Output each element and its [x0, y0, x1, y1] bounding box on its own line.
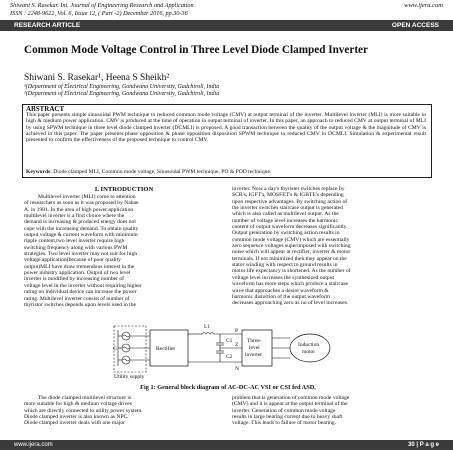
label-rectifier: Rectifier: [156, 346, 176, 352]
intro-column-2: [232, 186, 432, 307]
text-line: common mode voltage (CMV) which are essentially: [232, 236, 350, 243]
text-line: results in large bearing current due to heavy shaft: [232, 414, 343, 421]
abstract-text: This paper presents simple sinusoidal PWM technique to reduced common mode voltage (CMV) at output terminal of the inverter. Multilevel inverter (MLI) is more suitable in high & medium power application. CMV is produced at the time of operation in output terminal of inverter. In this paper, an approach to reduced CMV at output terminal of MLI by using SPWM technique in three level diode clamped inverter (DCMLI) is proposed. A good transaction between the quality of the output voltage & the magnitude of CMV is achieved in this paper. The paper presents phase opposition & phase opposition disposition SPWM technique to reduced CMV in DCMLI. Simulation & experimental result presented to confirm the effectiveness of the proposed technique to control CMV.: [26, 112, 426, 144]
text-line: which are directly connected to utility power system.: [24, 407, 143, 414]
text-line: upon respective advantages. By switching action of: [232, 198, 348, 205]
text-line: A. in 1981. In the area of high power application: [24, 206, 134, 213]
text-line: The diode clamped multilevel structure is: [38, 395, 132, 401]
label-c2: C2: [226, 354, 233, 360]
utility-supply-sources: [114, 326, 150, 372]
label-l1: L1: [204, 324, 211, 330]
affiliation-2: ²(Department of Electrical Engineering, Gondwana University, Gadchiroli, India: [24, 91, 220, 97]
text-line: inverter. Now a day's thyrister switches replace by: [232, 186, 345, 192]
text-line: of researchers as soon as it was proposed by Nabae: [24, 200, 139, 207]
text-line: the inverter switches staircase output is generated: [232, 205, 343, 212]
text-line: terminals. If not minimized then they appear on the: [232, 255, 347, 262]
induction-motor: [290, 334, 330, 362]
abstract-heading: ABSTRACT: [26, 105, 65, 113]
label-utility-supply: Utility supply: [114, 374, 145, 380]
text-line: inverter is modified by increasing number of: [24, 276, 125, 283]
label-motor: motor: [302, 349, 316, 355]
text-line: output)MLI have draw tremendous interest in the: [24, 263, 135, 270]
text-line: strategies. Two level inverter may not suit for high: [24, 251, 138, 258]
label-g: G: [113, 346, 117, 352]
label-inverter: inverter: [245, 352, 263, 358]
text-line: power industry application. Output of two level: [24, 270, 131, 277]
citation-line-2: ISSN : 2248-9622, Vol. 6, Issue 12, ( Part -2) December 2016, pp.30-36: [10, 9, 188, 17]
text-line: (CMV) and it is appear at the output terminal of the: [232, 401, 348, 408]
keywords-label: Keywords: [26, 169, 51, 175]
text-line: which is also called as multilevel output. As the: [232, 211, 339, 218]
text-line: wave that approaches a desire waveform &: [232, 287, 329, 294]
text-line: rating. Multilevel inverter consist of number of: [24, 295, 130, 302]
label-z: Z: [235, 342, 239, 348]
banner-right: OPEN ACCESS: [391, 22, 439, 29]
citation-line-1: Shiwani S. Rasekar. Int. Journal of Engineering Research and Application: [10, 2, 194, 9]
text-line: cope with the increasing demand. To obtain quality: [24, 225, 139, 232]
text-line: output voltage & current waveform with minimum: [24, 232, 138, 239]
text-line: number of voltage level increases the harmonic: [232, 217, 338, 224]
header-url[interactable]: www.ijera.com: [404, 2, 443, 9]
label-induction: Induction: [298, 342, 320, 348]
text-line: voltage level increases the synthesized output: [232, 274, 335, 281]
text-line: Diode clamped inverter is also known as NPC.: [24, 414, 129, 421]
text-line: waveform has more steps which produce a staircase: [232, 281, 349, 288]
text-line: switching frequency along with various PWM: [24, 244, 128, 251]
text-line: rating on individual device can increase the power: [24, 289, 137, 296]
label-three: Three-: [247, 338, 262, 344]
keywords-text: : Diode clamped MLI, Common mode voltage, Sinusoidal PWM technique, PO & POD technique.: [50, 169, 272, 175]
text-line: noise which will appear at rectifier, inverter & motor: [232, 249, 351, 256]
text-line: content of output waveform decreases significantly.: [232, 224, 348, 231]
text-line: problem that is generation of common mode voltage: [232, 395, 350, 401]
text-line: inverter. Generation of common mode voltage: [232, 407, 336, 414]
footer-url[interactable]: www.ijera.com: [14, 442, 53, 448]
lower-column-2: [232, 395, 432, 427]
authors: Shiwani S. Rasekar¹, Heena S Sheikh²: [24, 73, 170, 83]
text-line: more suitable for high & medium voltage drives: [24, 401, 132, 408]
text-line: SCR's, IGFT's, MOSFET's & IGBTE's depending: [232, 192, 344, 199]
label-c1: C1: [226, 338, 233, 344]
text-line: stator winding with respect to ground results in: [232, 262, 338, 269]
affiliation-1: ¹(Department of Electrical Engineering, Gondwana University, Gadchiroli, India: [24, 84, 220, 90]
output-lines: [272, 338, 290, 358]
text-line: decreases approaching zero as no of level increases.: [232, 300, 349, 307]
paper-title: Common Mode Voltage Control in Three Level Diode Clamped Inverter: [24, 44, 368, 56]
label-level: level: [249, 345, 260, 351]
label-p: P: [235, 328, 239, 334]
text-line: harmonic distortion of the output waveform: [232, 293, 331, 300]
text-line: multilevel inverter is a first choice where the: [24, 213, 125, 220]
page-footer: [0, 440, 453, 450]
text-line: demand is increasing & produced energy does not: [24, 219, 136, 226]
text-line: zero sequence voltages superimposed with switching: [232, 243, 351, 250]
text-line: voltage application(because of poor quality: [24, 257, 121, 264]
text-line: Diode clamped inverter deals with one major: [24, 420, 125, 427]
label-n: N: [235, 366, 239, 372]
text-line: thyristor switches depends upon levels used in the: [24, 301, 137, 308]
figure-caption: Fig 1: General block diagram of AC-DC-AC VSI or CSI fed ASD.: [140, 384, 316, 391]
journal-citation: [10, 2, 310, 17]
affiliations: [24, 84, 434, 98]
text-line: motor life expectancy is shortened. As the number of: [232, 268, 351, 275]
text-line: Output generation by switching action results in: [232, 230, 340, 237]
banner-left: RESEARCH ARTICLE: [14, 22, 81, 29]
keywords: [26, 169, 426, 175]
section-heading-introduction: I. INTRODUCTION: [94, 186, 154, 193]
footer-page-number: 30 | P a g e: [408, 442, 439, 448]
text-line: Multilevel inverter (MLI) come to attention: [38, 194, 136, 200]
article-banner: [0, 20, 453, 31]
block-diagram-figure: [110, 306, 340, 382]
dc-link: [188, 333, 242, 363]
text-line: voltage level in the inverter without requiring higher: [24, 282, 142, 289]
text-line: ripple content,two level inverter require high: [24, 238, 125, 245]
lower-column-1: [24, 395, 222, 427]
intro-column-1: [24, 194, 222, 308]
text-line: voltage. This leads to failure of motor bearing.: [232, 420, 337, 427]
